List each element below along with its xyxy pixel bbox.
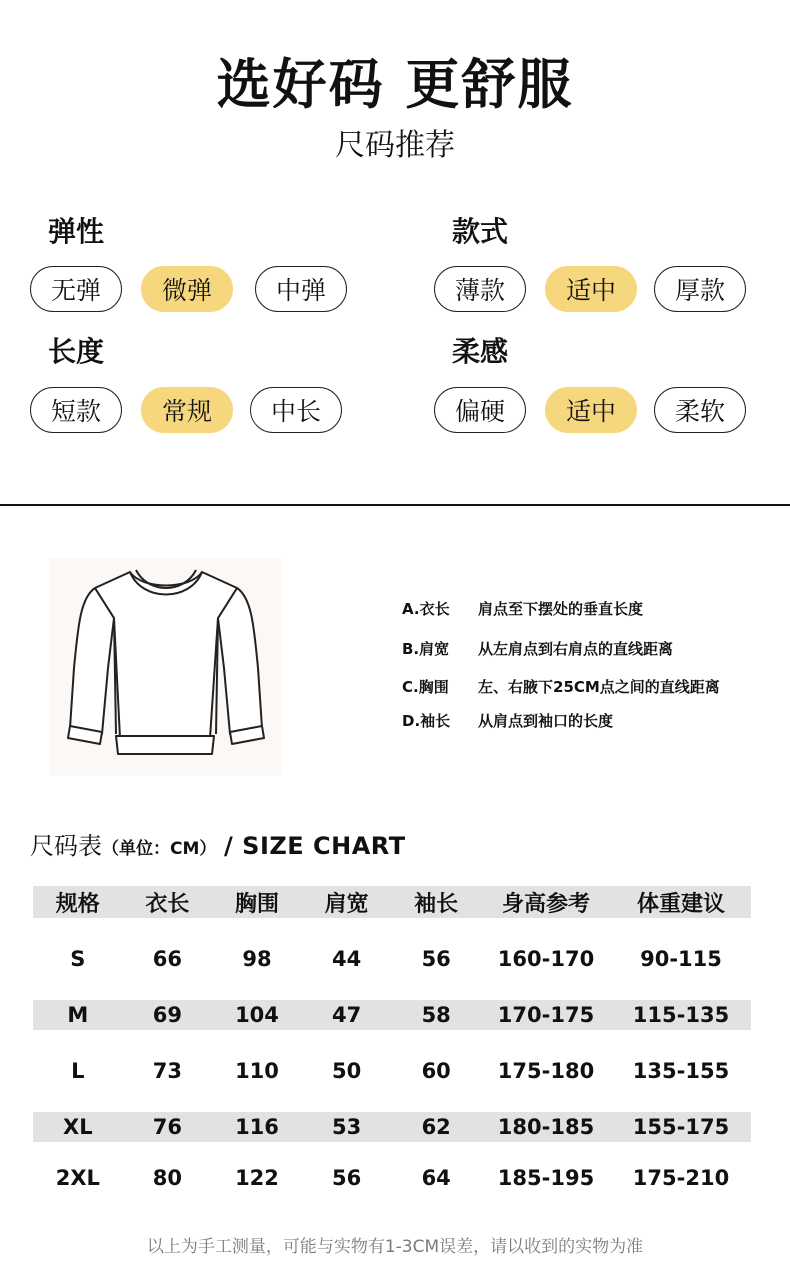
measure-shoulder-code: B.肩宽 [402, 640, 450, 658]
measure-sleeve [402, 710, 613, 731]
measure-shoulder [402, 638, 673, 659]
style-option-medium[interactable]: 适中 [545, 266, 637, 312]
table-cell: 62 [391, 1112, 481, 1142]
table-cell: 44 [331, 947, 362, 971]
page-title: 选好码 更舒服 [216, 53, 574, 116]
table-cell: 47 [302, 1000, 392, 1030]
header-weight: 体重建议 [611, 886, 751, 918]
softness-option-firm[interactable]: 偏硬 [434, 387, 526, 433]
table-cell: 2XL [55, 1166, 100, 1190]
elasticity-label: 弹性 [48, 215, 105, 248]
header-shoulder: 肩宽 [302, 886, 392, 918]
style-option-thick[interactable]: 厚款 [654, 266, 746, 312]
measure-chest [402, 676, 720, 697]
elasticity-option-none[interactable]: 无弹 [30, 266, 122, 312]
size-chart-title-cn: 尺码表 [30, 832, 102, 860]
table-cell: 110 [235, 1059, 279, 1083]
size-chart-title-en: / SIZE CHART [224, 832, 406, 860]
table-cell: 175-180 [497, 1059, 595, 1083]
size-chart-title [30, 826, 406, 861]
table-cell: 76 [123, 1112, 213, 1142]
table-cell: 116 [212, 1112, 302, 1142]
table-cell: 122 [235, 1166, 279, 1190]
table-cell: M [33, 1000, 123, 1030]
table-cell: 160-170 [497, 947, 595, 971]
elasticity-option-slight[interactable]: 微弹 [141, 266, 233, 312]
table-row [33, 1000, 751, 1030]
header-height: 身高参考 [481, 886, 611, 918]
sweater-illustration [50, 558, 282, 776]
table-cell: 69 [123, 1000, 213, 1030]
measure-sleeve-desc: 从肩点到袖口的长度 [478, 712, 614, 730]
table-cell: 155-175 [611, 1112, 751, 1142]
table-cell: S [70, 947, 86, 971]
table-row [33, 1030, 751, 1112]
header-size: 规格 [33, 886, 123, 918]
table-cell: 56 [331, 1166, 362, 1190]
table-cell: 175-210 [632, 1166, 730, 1190]
table-cell: 80 [152, 1166, 182, 1190]
table-row [33, 918, 751, 1000]
table-cell: 115-135 [611, 1000, 751, 1030]
table-cell: 64 [421, 1166, 451, 1190]
measure-sleeve-code: D.袖长 [402, 712, 451, 730]
measure-chest-code: C.胸围 [402, 678, 449, 696]
measure-shoulder-desc: 从左肩点到右肩点的直线距离 [478, 640, 674, 658]
size-table-header [33, 886, 751, 918]
header-sleeve: 袖长 [391, 886, 481, 918]
size-chart-unit: （单位：CM） [102, 839, 217, 859]
table-cell: 58 [391, 1000, 481, 1030]
table-cell: 66 [152, 947, 182, 971]
table-cell: XL [33, 1112, 123, 1142]
table-cell: 98 [242, 947, 272, 971]
sweater-icon [50, 558, 282, 776]
size-table [33, 886, 751, 1214]
length-label: 长度 [48, 335, 105, 368]
softness-option-medium[interactable]: 适中 [545, 387, 637, 433]
softness-label: 柔感 [452, 335, 509, 368]
table-row [33, 1142, 751, 1214]
style-label: 款式 [452, 215, 509, 248]
table-cell: 135-155 [632, 1059, 730, 1083]
footnote: 以上为手工测量，可能与实物有1-3CM误差，请以收到的实物为准 [146, 1237, 644, 1257]
table-cell: 56 [421, 947, 451, 971]
section-divider [0, 504, 790, 506]
measure-length [402, 598, 643, 619]
table-cell: 53 [302, 1112, 392, 1142]
measure-length-code: A.衣长 [402, 600, 450, 618]
length-option-short[interactable]: 短款 [30, 387, 122, 433]
page-subtitle: 尺码推荐 [335, 128, 455, 163]
table-row [33, 1112, 751, 1142]
header-length: 衣长 [123, 886, 213, 918]
measure-chest-desc: 左、右腋下25CM点之间的直线距离 [478, 678, 720, 696]
table-cell: 170-175 [481, 1000, 611, 1030]
table-cell: 73 [152, 1059, 182, 1083]
table-cell: 50 [331, 1059, 362, 1083]
table-cell: 90-115 [640, 947, 722, 971]
table-cell: 104 [212, 1000, 302, 1030]
table-cell: L [71, 1059, 85, 1083]
table-cell: 60 [421, 1059, 451, 1083]
style-option-thin[interactable]: 薄款 [434, 266, 526, 312]
length-option-mid-long[interactable]: 中长 [250, 387, 342, 433]
header-chest: 胸围 [212, 886, 302, 918]
table-cell: 185-195 [497, 1166, 595, 1190]
length-option-regular[interactable]: 常规 [141, 387, 233, 433]
elasticity-option-medium[interactable]: 中弹 [255, 266, 347, 312]
table-cell: 180-185 [481, 1112, 611, 1142]
softness-option-soft[interactable]: 柔软 [654, 387, 746, 433]
measure-length-desc: 肩点至下摆处的垂直长度 [478, 600, 644, 618]
